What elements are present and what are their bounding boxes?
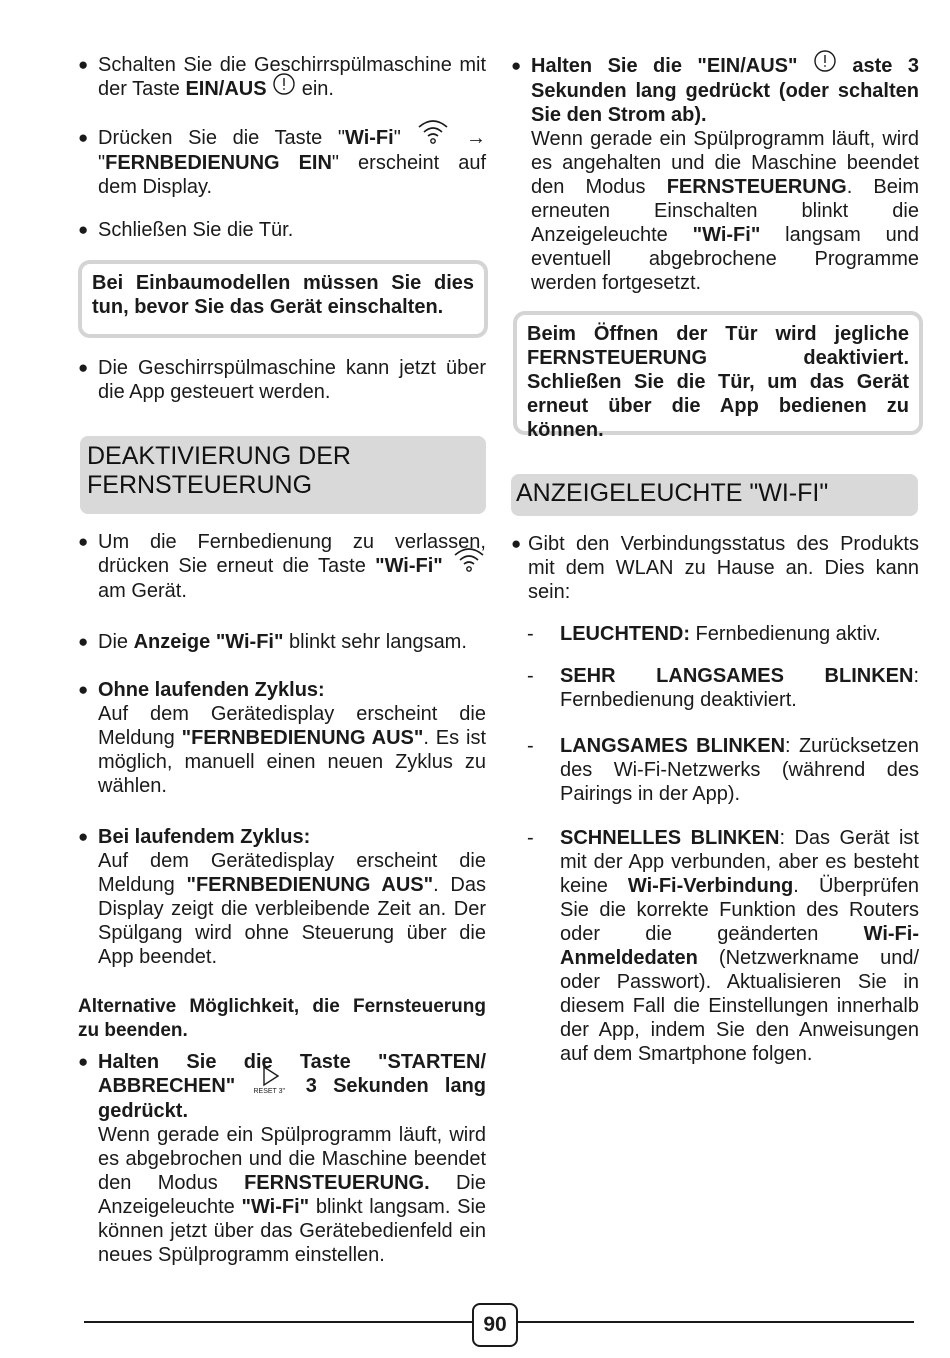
bullet-dot: ● [78, 220, 89, 239]
bullet-text: Schalten Sie die Geschirrspülmaschine mit der Taste EIN/AUS ein. [98, 54, 486, 100]
bullet-exit-remote [78, 530, 486, 603]
bullet-no-cycle [78, 678, 486, 798]
bullet-dot: ● [78, 827, 89, 846]
bullet-running-cycle [78, 825, 486, 969]
bullet-text: Halten Sie die Taste "STARTEN/ ABBRECHEN" RESET 3" 3 Sekunden lang gedrückt. Wenn gerade ein Spülprogramm läuft, wird es abgebrochen und die Maschine beendet den Modus FERNSTEUERUNG. Die Anzeigeleuchte "Wi-Fi" blinkt langsam. Sie können jetzt über das Gerätebedienfeld ein neues Spülprogramm einstellen. [98, 1051, 487, 1266]
status-item-text: LANGSAMES BLINKEN: Zurücksetzen des Wi-Fi-Netzwerks (während des Pairings in der App). [560, 735, 919, 805]
bullet-text: Um die Fernbedienung zu verlassen, drücken Sie erneut die Taste "Wi-Fi" am Gerät. [98, 531, 486, 602]
bullet-dot: ● [78, 55, 89, 74]
status-item-fast: - SCHNELLES BLINKEN: Das Gerät ist mit der App verbunden, aber es besteht keine Wi-Fi-Verbindung. Überprüfen Sie die korrekte Funktion des Routers oder die geänderten Wi-Fi-Anmeldedaten (Netzwerkname und/ oder Passwort). Aktualisieren Sie in diesem Fall die Einstellungen innerhalb der App, indem Sie den Anweisungen auf dem Smartphone folgen. [527, 827, 919, 1065]
door-note-box: Beim Öffnen der Tür wird jegliche FERNSTEUERUNG deaktiviert. Schließen Sie die Tür, um das Gerät erneut über die App bedienen zu können. [513, 311, 923, 435]
wifi-icon [452, 545, 486, 579]
alternative-heading: Alternative Möglichkeit, die Fernsteuerung zu beenden. [78, 996, 486, 1041]
start-reset-icon [252, 1065, 290, 1099]
bullet-text: Gibt den Verbindungsstatus des Produkts mit dem WLAN zu Hause an. Dies kann sein: [528, 533, 919, 603]
bullet-close-door [78, 218, 486, 242]
status-item-slow: - LANGSAMES BLINKEN: Zurücksetzen des Wi-Fi-Netzwerks (während des Pairings in der App). [527, 735, 919, 805]
bullet-power-on [78, 53, 486, 102]
bullet-connection-status [511, 532, 919, 604]
section-heading: DEAKTIVIERUNG DER FERNSTEUERUNG [87, 442, 351, 499]
status-item-steady: - LEUCHTEND: Fernbedienung aktiv. [527, 622, 919, 646]
status-item-very-slow: - SEHR LANGSAMES BLINKEN: Fernbedienung deaktiviert. [527, 665, 919, 711]
section-heading-bar [511, 474, 918, 516]
bullet-app-control [78, 356, 486, 404]
bullet-wifi-indicator [78, 630, 486, 654]
status-item-text: SCHNELLES BLINKEN: Das Gerät ist mit der App verbunden, aber es besteht keine Wi-Fi-Verbindung. Überprüfen Sie die korrekte Funktion des Routers oder die geänderten Wi-Fi-Anmeldedaten (Netzwerkname und/ oder Passwort). Aktualisieren Sie in diesem Fall die Einstellungen innerhalb der App, indem Sie den Anweisungen auf dem Smartphone folgen. [560, 827, 919, 1065]
power-icon [272, 72, 296, 102]
power-icon [813, 49, 837, 79]
bullet-dot: ● [78, 1052, 89, 1071]
bullet-hold-power [511, 54, 919, 295]
bullet-dot: ● [511, 56, 522, 75]
bullet-text: Bei laufendem Zyklus: Auf dem Gerätedisplay erscheint die Meldung "FERNBEDIENUNG AUS". Das Display zeigt die verbleibende Zeit an. Der Spülgang wird ohne Steuerung über die App beendet. [98, 826, 486, 968]
bullet-text: Die Anzeige "Wi-Fi" blinkt sehr langsam. [98, 631, 467, 653]
bullet-dot: ● [511, 534, 522, 553]
bullet-dot: ● [78, 632, 89, 651]
section-heading-bar [80, 436, 486, 514]
bullet-start-cancel [78, 1050, 486, 1267]
footer-rule-right [518, 1321, 914, 1323]
bullet-dot: ● [78, 532, 89, 551]
bullet-text: Die Geschirrspülmaschine kann jetzt über die App gesteuert werden. [98, 357, 486, 403]
page-number: 90 [472, 1303, 518, 1347]
status-item-text: SEHR LANGSAMES BLINKEN: Fernbedienung deaktiviert. [560, 665, 919, 711]
bullet-dot: ● [78, 680, 89, 699]
built-in-note-box: Bei Einbaumodellen müssen Sie dies tun, bevor Sie das Gerät einschalten. [78, 260, 488, 338]
section-heading: ANZEIGELEUCHTE "WI-FI" [516, 479, 829, 507]
bullet-text: Ohne laufenden Zyklus: Auf dem Gerätedisplay erscheint die Meldung "FERNBEDIENUNG AUS". Es ist möglich, manuell einen neuen Zyklus zu wählen. [98, 679, 487, 797]
start-icon-label: RESET 3" [253, 1087, 286, 1095]
bullet-text: Schließen Sie die Tür. [98, 219, 294, 241]
bullet-press-wifi [78, 126, 486, 199]
footer-rule-left [84, 1321, 472, 1323]
bullet-dot: ● [78, 128, 89, 147]
bullet-text: Halten Sie die "EIN/AUS" aste 3 Sekunden lang gedrückt (oder schalten Sie den Strom ab). Wenn gerade ein Spülprogramm läuft, wird es angehalten und die Maschine beendet den Modus FERNSTEUERUNG. Beim erneuten Einschalten blinkt die Anzeigeleuchte "Wi-Fi" langsam und eventuell abgebrochene Programme werden fortgesetzt. [531, 54, 919, 295]
bullet-text: Drücken Sie die Taste "Wi-Fi" → "FERNBEDIENUNG EIN" erscheint auf dem Display. [98, 126, 486, 199]
wifi-icon [416, 117, 450, 151]
bullet-dot: ● [78, 358, 89, 377]
status-item-text: LEUCHTEND: Fernbedienung aktiv. [560, 623, 881, 645]
